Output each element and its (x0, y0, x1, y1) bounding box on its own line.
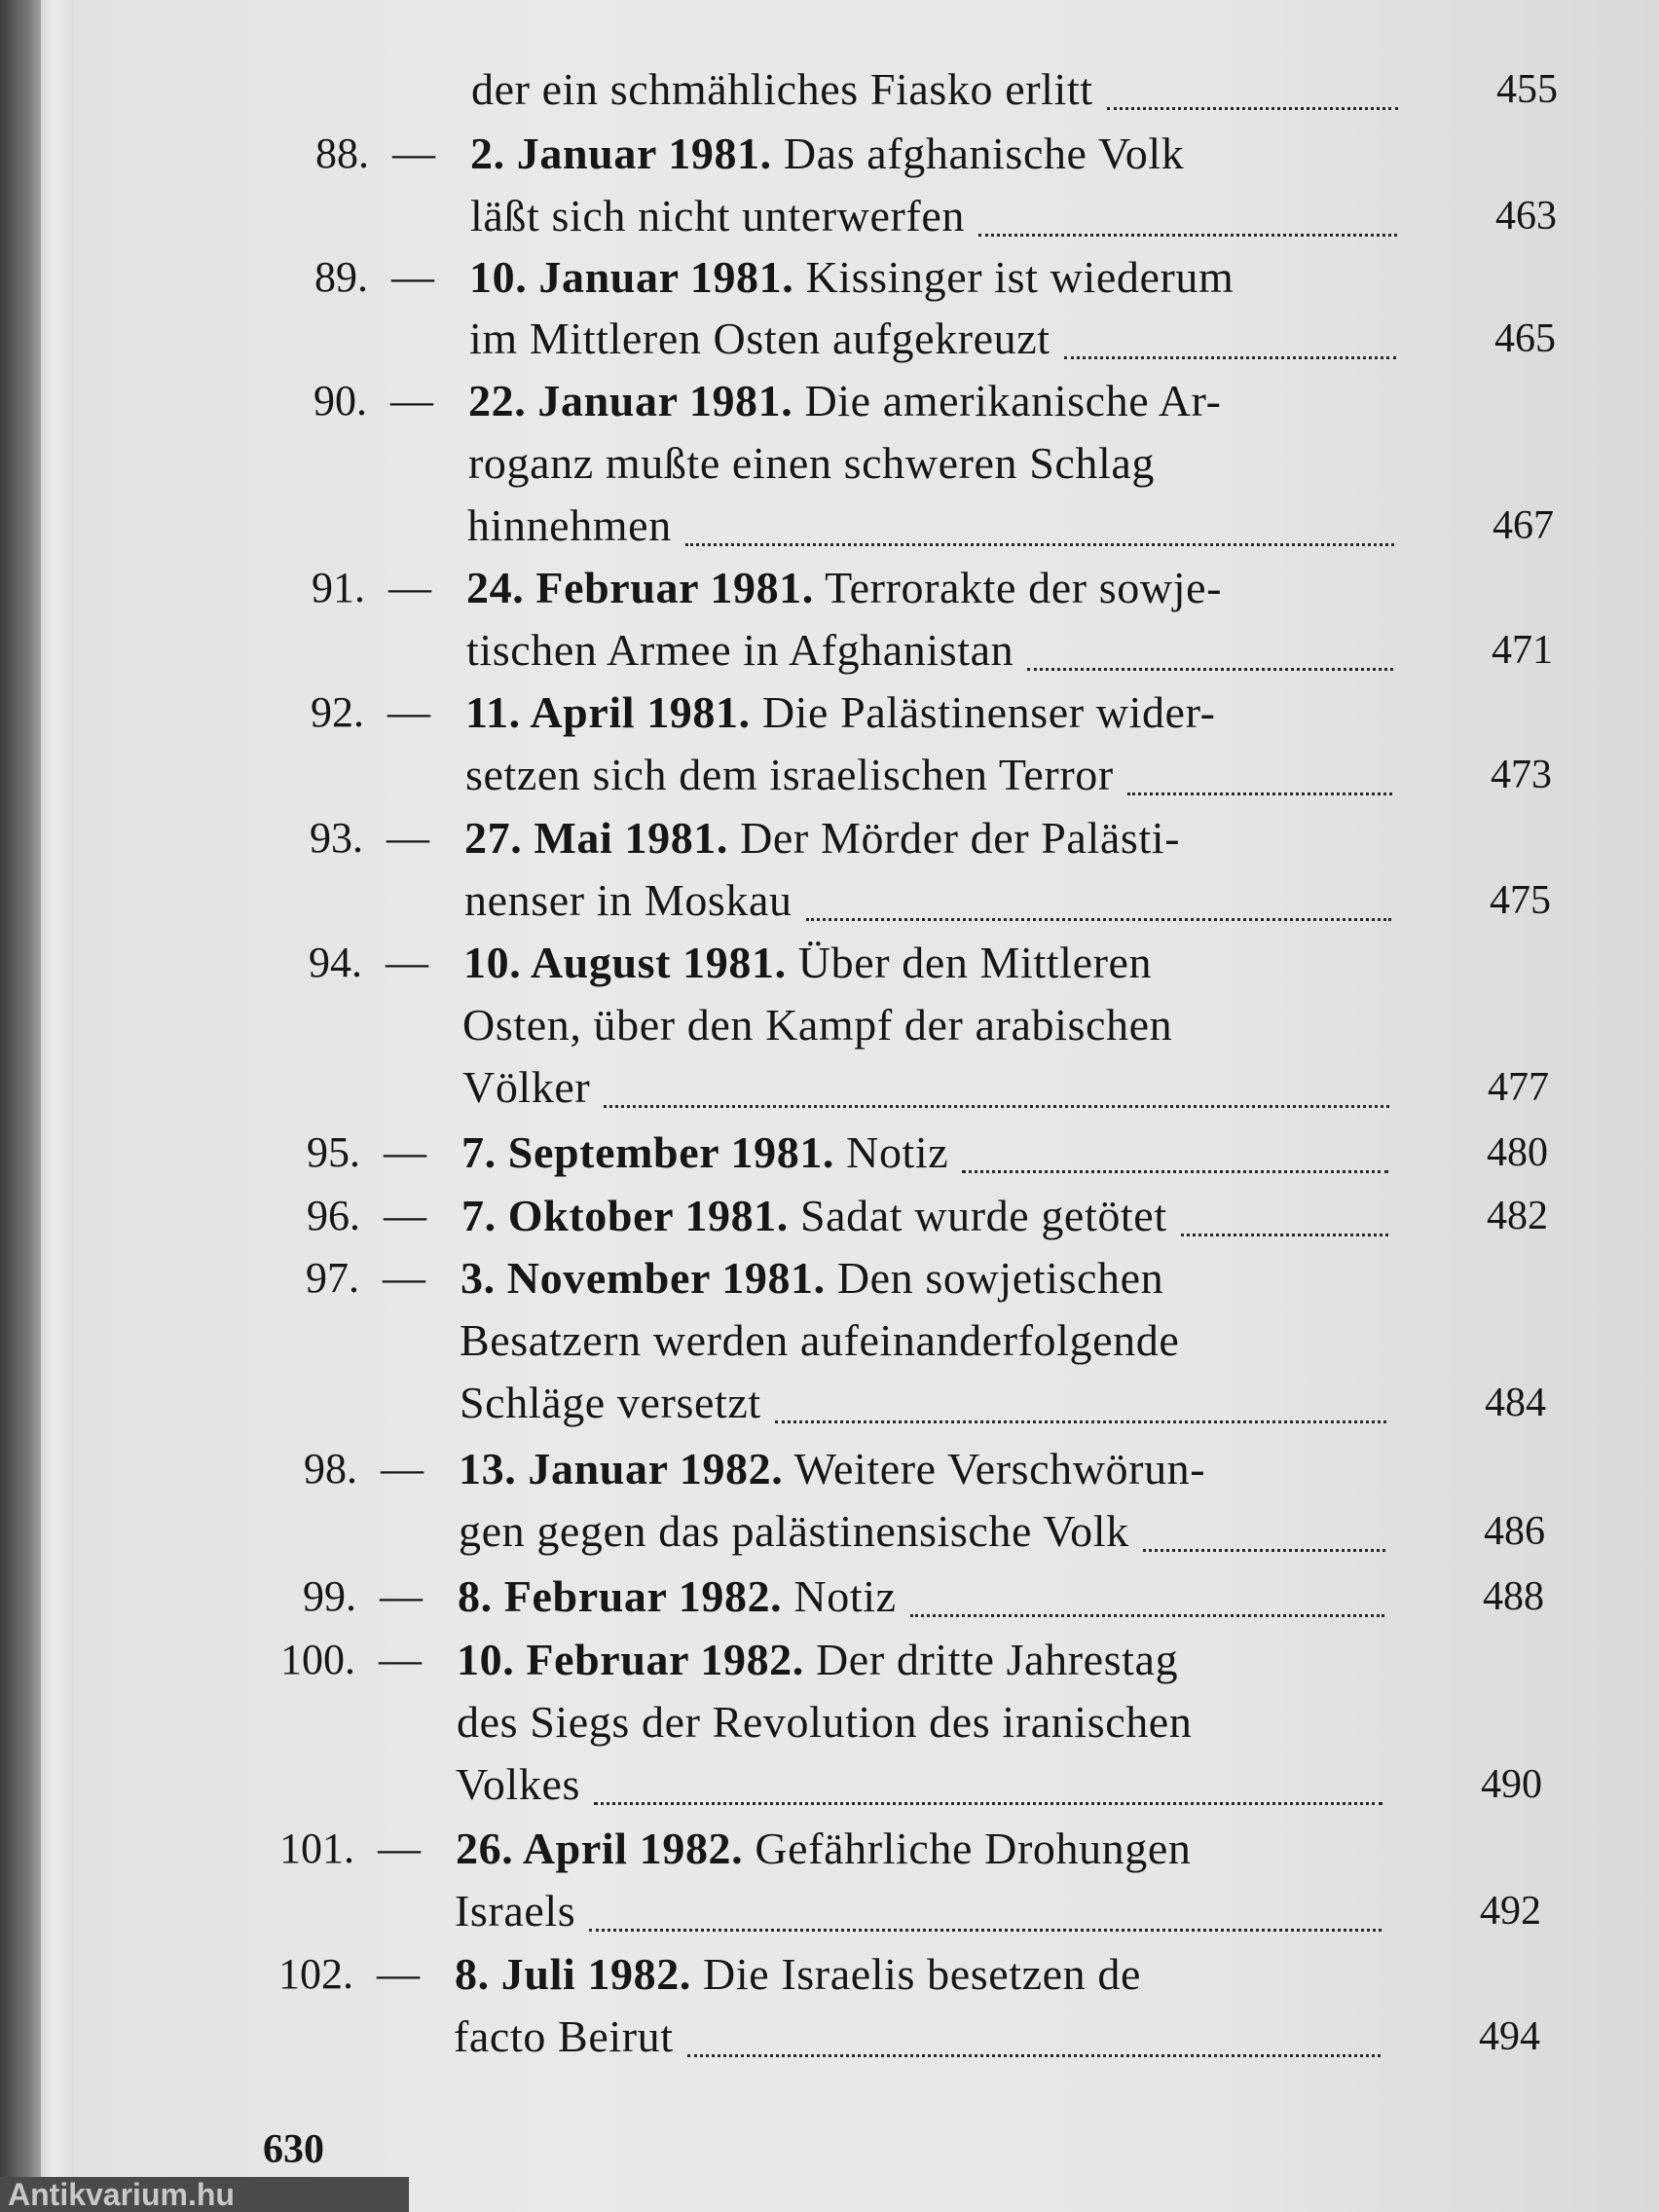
entry-dash: — (379, 1636, 422, 1683)
entry-dash: — (383, 1254, 425, 1302)
entry-text (461, 1185, 1167, 1247)
entry-number: 100. (280, 1636, 355, 1683)
entry-dash: — (378, 1825, 421, 1872)
page-number: 630 (263, 2127, 324, 2172)
entry-text (465, 682, 1215, 744)
entry-number: 94. (309, 939, 362, 986)
entry-number: 96. (307, 1192, 360, 1239)
entry-page-number: 475 (1490, 878, 1551, 923)
toc-line (0, 308, 1659, 370)
entry-text (464, 807, 1180, 869)
entry-date: 10. Februar 1982. (457, 1635, 804, 1684)
entry-page-number: 467 (1493, 503, 1554, 548)
toc-line (0, 807, 1659, 869)
toc-line (0, 994, 1659, 1056)
entry-title: Das afghanische Volk (771, 129, 1185, 178)
entry-dash: — (384, 1192, 426, 1239)
entry-text (460, 1372, 761, 1434)
entry-page-number: 473 (1491, 753, 1552, 797)
entry-page-number: 486 (1484, 1509, 1545, 1554)
entry-number: 97. (306, 1254, 359, 1302)
toc-line (0, 1943, 1659, 2006)
entry-title: Osten, über den Kampf der arabischen (462, 1000, 1173, 1050)
dot-leader (962, 1170, 1388, 1173)
entry-title: Kissinger ist wiederum (793, 252, 1235, 302)
entry-page-number: 480 (1487, 1130, 1548, 1175)
dot-leader (594, 1802, 1382, 1805)
dot-leader (775, 1420, 1386, 1423)
entry-number: 88. (315, 129, 369, 177)
entry-text (456, 1818, 1192, 1880)
dot-leader (910, 1614, 1384, 1617)
entry-title: Der Mörder der Palästi- (728, 813, 1181, 863)
toc-line (0, 370, 1659, 432)
entry-page-number: 455 (1496, 67, 1558, 112)
entry-dash: — (387, 814, 429, 862)
entry-date: 22. Januar 1981. (468, 376, 793, 425)
dot-leader (978, 234, 1397, 237)
entry-text (466, 619, 1014, 682)
entry-dash: — (392, 129, 435, 177)
entry-text (460, 1309, 1179, 1372)
toc-line (0, 869, 1659, 932)
entry-text (455, 1880, 575, 1942)
dot-leader (1143, 1549, 1385, 1552)
entry-text (459, 1500, 1129, 1563)
entry-page-number: 490 (1481, 1762, 1542, 1807)
entry-text (457, 1629, 1178, 1691)
entry-page-number: 488 (1483, 1574, 1544, 1619)
entry-title: des Siegs der Revolution des iranischen (457, 1697, 1193, 1747)
watermark-text: Antikvarium.hu (8, 2177, 235, 2212)
entry-title: Der dritte Jahrestag (803, 1635, 1179, 1684)
entry-date: 8. Juli 1982. (455, 1949, 691, 1999)
entry-title: Die Palästinenser wider- (750, 687, 1216, 737)
entry-title: Über den Mittleren (786, 938, 1153, 987)
dot-leader (604, 1105, 1389, 1108)
entry-dash: — (381, 1445, 424, 1493)
entry-text (463, 932, 1152, 994)
entry-dash: — (390, 377, 433, 424)
entry-title: gen gegen das palästinensische Volk (459, 1506, 1129, 1556)
entry-dash: — (377, 1950, 420, 1998)
entry-title: läßt sich nicht unterwerfen (470, 191, 965, 240)
entry-text (454, 2006, 674, 2068)
entry-title: setzen sich dem israelischen Terror (465, 750, 1114, 799)
dot-leader (1181, 1234, 1388, 1236)
entry-dash: — (391, 253, 434, 301)
toc-line (0, 744, 1659, 806)
entry-title: tischen Armee in Afghanistan (466, 625, 1014, 675)
dot-leader (1064, 356, 1396, 359)
toc-line (0, 932, 1659, 994)
dot-leader (806, 918, 1391, 921)
toc-line (0, 1500, 1659, 1563)
entry-text (461, 1247, 1163, 1309)
entry-title: im Mittleren Osten aufgekreuzt (469, 313, 1051, 363)
entry-text (470, 123, 1184, 185)
entry-date: 7. September 1981. (461, 1127, 835, 1177)
entry-title: facto Beirut (454, 2011, 674, 2061)
entry-text (470, 185, 965, 247)
toc-line (0, 432, 1659, 495)
entry-page-number: 492 (1480, 1889, 1541, 1934)
entry-title: Völker (462, 1062, 591, 1112)
entry-title: Die amerikanische Ar- (793, 376, 1222, 425)
entry-number: 98. (304, 1445, 357, 1493)
entry-title: Notiz (834, 1127, 949, 1177)
entry-title: roganz mußte einen schweren Schlag (468, 438, 1156, 488)
entry-text (458, 1566, 897, 1628)
toc-line (0, 123, 1659, 185)
entry-text (466, 557, 1222, 619)
entry-date: 26. April 1982. (456, 1824, 744, 1873)
dot-leader (589, 1929, 1382, 1932)
entry-title: Terrorakte der sowje- (813, 563, 1223, 612)
entry-dash: — (388, 564, 431, 611)
toc-line (0, 1309, 1659, 1372)
entry-text (462, 1056, 590, 1119)
toc-line (0, 1629, 1659, 1691)
dot-leader (685, 543, 1394, 546)
entry-title: der ein schmähliches Fiasko erlitt (471, 64, 1093, 114)
toc-line (0, 1818, 1659, 1880)
entry-page-number: 465 (1494, 316, 1556, 361)
entry-page-number: 477 (1488, 1065, 1549, 1110)
entry-page-number: 494 (1479, 2014, 1540, 2059)
toc-line (0, 2006, 1659, 2068)
dot-leader (1127, 793, 1392, 795)
entry-number: 93. (310, 814, 363, 862)
entry-number: 90. (313, 377, 367, 424)
entry-title: Besatzern werden aufeinanderfolgende (460, 1315, 1180, 1365)
entry-number: 95. (307, 1128, 360, 1176)
entry-title: hinnehmen (467, 500, 672, 550)
entry-text (462, 994, 1172, 1056)
entry-text (457, 1691, 1192, 1753)
toc-line (0, 557, 1659, 619)
entry-title: Schläge versetzt (460, 1378, 761, 1427)
entry-title: Volkes (456, 1759, 580, 1809)
entry-title: Gefährliche Drohungen (743, 1824, 1192, 1873)
entry-text (469, 308, 1051, 370)
toc-line (0, 185, 1659, 247)
entry-text (461, 1122, 948, 1184)
entry-text (455, 1943, 1141, 2006)
entry-page-number: 484 (1485, 1381, 1546, 1425)
entry-title: Weitere Verschwörun- (783, 1444, 1206, 1493)
entry-date: 27. Mai 1981. (464, 813, 728, 863)
entry-title: Israels (455, 1886, 576, 1936)
entry-page-number: 463 (1495, 194, 1557, 239)
entry-page-number: 471 (1492, 628, 1553, 673)
entry-number: 92. (311, 688, 364, 736)
entry-text (471, 58, 1093, 121)
entry-date: 8. Februar 1982. (458, 1571, 783, 1621)
entry-number: 102. (278, 1950, 353, 1998)
entry-date: 10. Januar 1981. (469, 252, 794, 302)
entry-dash: — (384, 1128, 426, 1176)
toc-line (0, 1185, 1659, 1247)
entry-text (456, 1753, 580, 1816)
entry-date: 7. Oktober 1981. (461, 1191, 789, 1240)
toc-line (0, 1122, 1659, 1184)
entry-title: Notiz (782, 1571, 897, 1621)
entry-dash: — (386, 939, 428, 986)
toc-line (0, 1880, 1659, 1942)
entry-text (465, 744, 1114, 806)
entry-date: 24. Februar 1981. (466, 563, 814, 612)
entry-dash: — (387, 688, 430, 736)
entry-text (469, 246, 1234, 309)
entry-title: Die Israelis besetzen de (690, 1949, 1141, 1999)
toc-line (0, 495, 1659, 557)
dot-leader (1107, 107, 1398, 110)
toc-line (0, 1438, 1659, 1500)
toc-line (0, 1566, 1659, 1628)
dot-leader (687, 2054, 1381, 2057)
toc-line (0, 1372, 1659, 1434)
entry-number: 91. (312, 564, 365, 611)
entry-number: 99. (303, 1572, 356, 1620)
entry-title: nenser in Moskau (464, 875, 793, 925)
entry-date: 2. Januar 1981. (470, 129, 772, 178)
entry-date: 10. August 1981. (463, 938, 787, 987)
toc-line (0, 58, 1659, 121)
entry-page-number: 482 (1487, 1194, 1548, 1238)
toc-line (0, 1753, 1659, 1816)
toc-line (0, 246, 1659, 309)
entry-dash: — (380, 1572, 423, 1620)
entry-number: 89. (314, 253, 368, 301)
entry-text (468, 370, 1222, 432)
dot-leader (1027, 668, 1393, 671)
toc-line (0, 1691, 1659, 1753)
entry-title: Sadat wurde getötet (788, 1191, 1167, 1240)
entry-date: 11. April 1981. (465, 687, 751, 737)
entry-text (464, 869, 793, 932)
toc-line (0, 619, 1659, 682)
toc-line (0, 682, 1659, 744)
entry-title: Den sowjetischen (825, 1253, 1164, 1303)
entry-text (459, 1438, 1205, 1500)
entry-number: 101. (279, 1825, 354, 1872)
entry-date: 13. Januar 1982. (459, 1444, 784, 1493)
toc-line (0, 1056, 1659, 1119)
entry-text (468, 432, 1155, 495)
entry-date: 3. November 1981. (461, 1253, 826, 1303)
entry-text (467, 495, 672, 557)
toc-line (0, 1247, 1659, 1309)
